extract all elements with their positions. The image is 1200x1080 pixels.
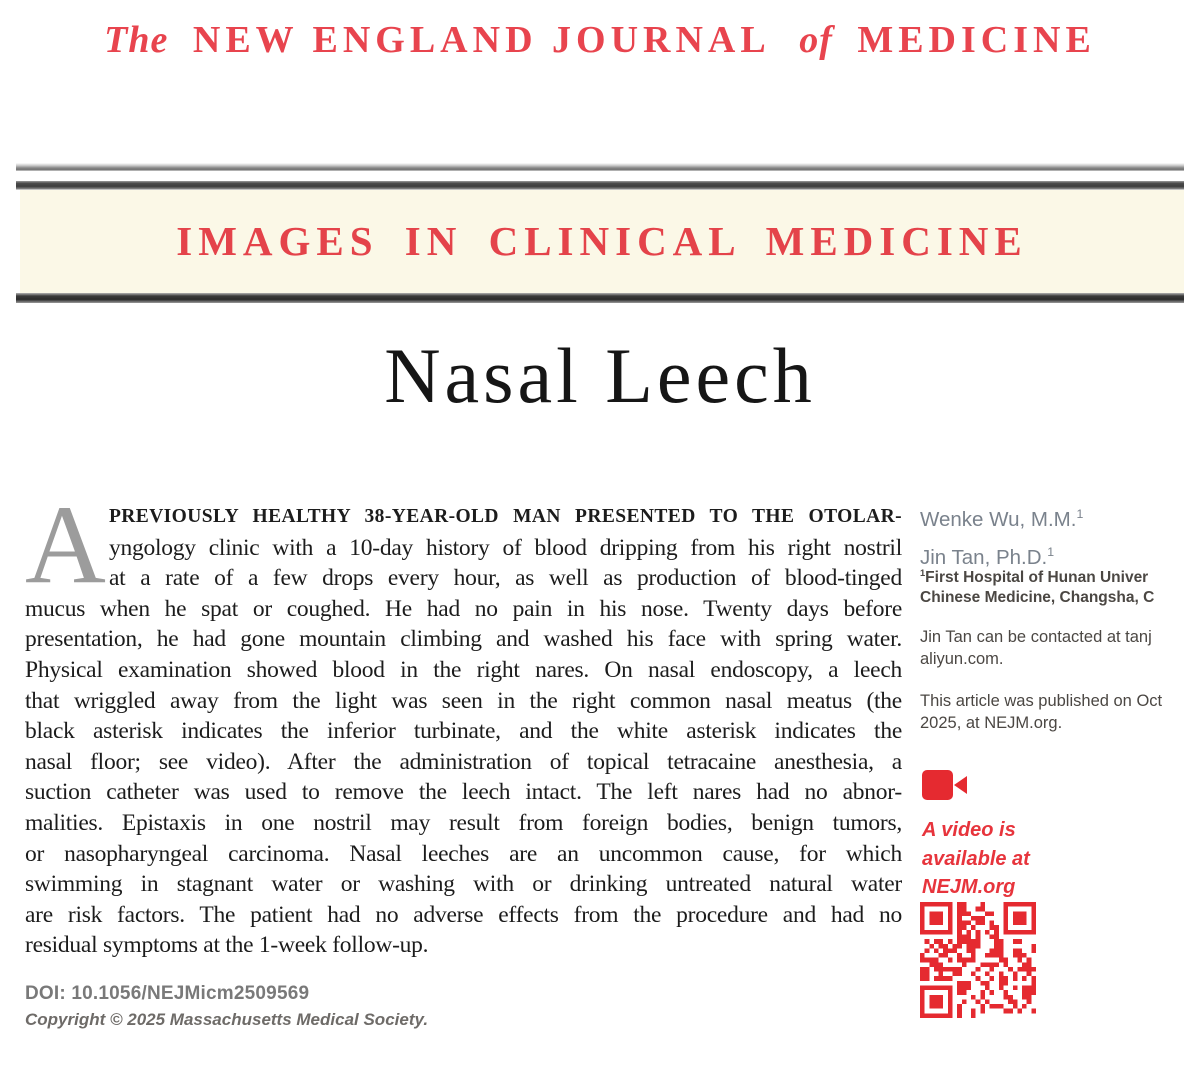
masthead-the: The: [104, 19, 169, 61]
drop-cap: A: [25, 483, 106, 607]
article-line: malities. Epistaxis in one nostril may result from foreign bodies, benign tumors,: [25, 809, 902, 836]
section-banner-label: IMAGES IN CLINICAL MEDICINE: [176, 218, 1028, 264]
article-line: yngology clinic with a 10-day history of blood dripping from his right nostril: [109, 534, 902, 561]
article-line: that wriggled away from the light was seen in the right common nasal meatus (the: [25, 687, 902, 714]
affiliation-superscript: 1: [920, 568, 926, 578]
affiliation-line: Chinese Medicine, Changsha, C: [920, 588, 1155, 606]
divider-rule-upper: [16, 181, 1184, 190]
article-line: swimming in stagnant water or washing with or drinking untreated natural water: [25, 871, 902, 898]
affiliation-note: [920, 564, 1154, 607]
article-line: suction catheter was used to remove the leech intact. The left nares had no abnor-: [25, 779, 902, 806]
doi-line: DOI: 10.1056/NEJMicm2509569: [25, 983, 310, 1004]
sidebar: [920, 498, 1200, 1058]
article-last-line: residual symptoms at the 1-week follow-up.: [25, 932, 429, 959]
article-line: or nasopharyngeal carcinoma. Nasal leeches are an uncommon cause, for which: [25, 840, 902, 867]
article-lines: [25, 533, 902, 931]
article-line: nasal floor; see video). After the administration of topical tetracaine anesthesia, a: [25, 748, 902, 775]
author-affiliation-superscript: 1: [1047, 544, 1055, 559]
author-name: [920, 498, 1083, 536]
publication-note: [920, 690, 1162, 734]
qr-code[interactable]: [920, 902, 1036, 1018]
article-line: presentation, he had gone mountain climbing and washed his face with spring water.: [25, 626, 902, 653]
author-affiliation-superscript: 1: [1076, 507, 1084, 521]
publication-line: This article was published on Oct: [920, 692, 1163, 710]
contact-line: aliyun.com.: [920, 650, 1004, 668]
author-name-text: Jin Tan, Ph.D.: [920, 545, 1048, 569]
video-availability-note[interactable]: [922, 816, 1030, 902]
author-name-text: Wenke Wu, M.M.: [920, 507, 1077, 531]
divider-rule-lower: [16, 293, 1184, 303]
copyright-line: Copyright © 2025 Massachusetts Medical Society.: [25, 1010, 429, 1029]
article-line: mucus when he spat or coughed. He had no pain in his nose. Twenty days before: [25, 595, 902, 622]
article-line: black asterisk indicates the inferior turbinate, and the white asterisk indicates the: [25, 718, 902, 745]
article-line: Physical examination showed blood in the right nares. On nasal endoscopy, a leech: [25, 656, 902, 683]
contact-note: [920, 626, 1152, 670]
divider-rule-top: [16, 163, 1184, 171]
article-line: at a rate of a few drops every hour, as well as production of blood-tinged: [109, 565, 902, 592]
author-list: [920, 498, 1083, 574]
article-lead-line: PREVIOUSLY HEALTHY 38-YEAR-OLD MAN PRESENTED TO THE OTOLAR-: [109, 506, 902, 527]
publication-line: 2025, at NEJM.org.: [920, 714, 1063, 732]
affiliation-line: [920, 564, 1154, 588]
masthead-new-england-journal: NEW ENGLAND JOURNAL: [192, 19, 771, 61]
article-line: are risk factors. The patient had no adverse effects from the procedure and had no: [25, 901, 902, 928]
video-camera-icon: [922, 768, 970, 807]
video-note-line: available at: [922, 847, 1030, 870]
masthead-of: of: [799, 19, 833, 61]
section-banner: [20, 190, 1184, 293]
journal-masthead: [0, 18, 1200, 62]
masthead-medicine: MEDICINE: [857, 19, 1096, 61]
affiliation-line1-text: First Hospital of Hunan Univer: [925, 569, 1149, 587]
video-note-line: NEJM.org: [922, 876, 1016, 898]
article-body: [25, 483, 902, 961]
video-note-line: A video is: [922, 819, 1016, 841]
article-title: Nasal Leech: [384, 332, 816, 419]
contact-line: Jin Tan can be contacted at tanj: [920, 628, 1152, 646]
